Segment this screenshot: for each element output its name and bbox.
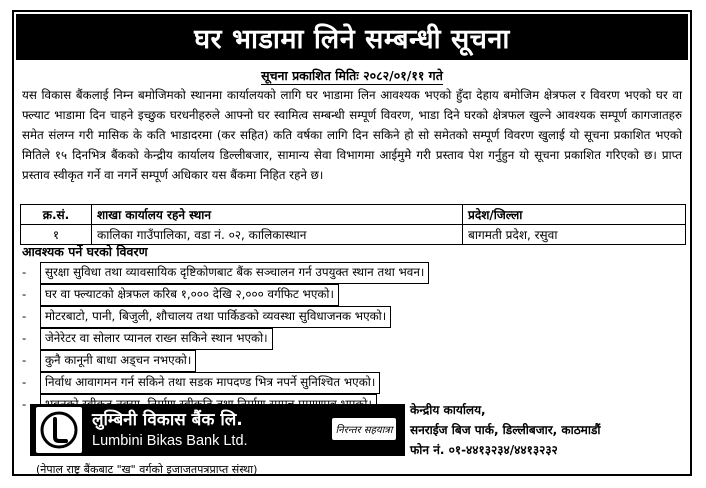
- list-item: -: [22, 394, 429, 416]
- cell-serial: १: [21, 225, 92, 245]
- bank-name-nepali: लुम्बिनी विकास बैंक लि.: [92, 410, 243, 430]
- header-location: शाखा कार्यालय रहने स्थान: [92, 205, 463, 225]
- bank-name-english: Lumbini Bikas Bank Ltd.: [92, 433, 248, 449]
- list-item: - जेनेरेटर वा सोलार प्यानल राख्न सकिने स्थान भएको।: [22, 328, 429, 350]
- list-item: - मोटरबाटो, पानी, बिजुली, शौचालय तथा पार्किङको व्यवस्था सुविधाजनक भएको।: [22, 306, 429, 328]
- notice-frame: [12, 10, 692, 476]
- notice-title: घर भाडामा लिने सम्बन्धी सूचना: [16, 14, 688, 60]
- cell-location: कालिका गाउँपालिका, वडा नं. ०२, कालिकास्थान: [92, 225, 463, 245]
- branch-table: [20, 204, 686, 245]
- license-note: (नेपाल राष्ट्र बैंकबाट "ख" वर्गको इजाजतपत्रप्राप्त संस्था): [36, 463, 258, 476]
- head-office-address: [410, 400, 600, 460]
- cell-province: बागमती प्रदेश, रसुवा: [463, 225, 686, 245]
- header-serial: क्र.सं.: [21, 205, 92, 225]
- requirements-list: [22, 262, 429, 416]
- head-office-line-2: सनराईज बिज पार्क, डिल्लीबजार, काठमाडौं: [410, 423, 601, 437]
- list-item: - कुनै कानूनी बाधा अड्चन नभएको।: [22, 350, 429, 372]
- bank-name: [92, 409, 248, 451]
- bank-tagline: निरन्तर सहयात्रा: [332, 418, 396, 440]
- published-date: सूचना प्रकाशित मितिः २०८२/०१/११ गते: [261, 68, 443, 83]
- list-item: - सुरक्षा सुविधा तथा व्यावसायिक दृष्टिकोणबाट बैंक सञ्चालन गर्न उपयुक्त स्थान तथा भवन।: [22, 262, 429, 284]
- notice-body: यस विकास बैंकलाई निम्न बमोजिमको स्थानमा कार्यालयको लागि घर भाडामा लिन आवश्यक भएको हुँदा देहाय बमोजिम क्षेत्रफल र विवरण भएको घर वा फ्ल्याट भाडामा दिन चाहने इच्छुक घरधनीहरुले आफ्नो घर स्वामित्व सम्बन्धी सम्पूर्ण विवरण, भाडा दिने घरको क्षेत्रफल खुल्ने आवश्यक सम्पूर्ण कागजातहरु समेत संलग्न गरी मासिक के कति भाडादरमा (कर सहित) कति वर्षका लागि दिन सकिने हो सो समेतको सम्पूर्ण विवरण खुलाई यो सूचना प्रकाशित भएको मितिले १५ दिनभित्र बैंकको केन्द्रीय कार्यालय डिल्लीबजार, सामान्य सेवा विभागमा आईमुमेे गरी प्रस्ताव पेश गर्नुहुन यो सूचना प्रकाशित गरिएको छ। प्राप्त प्रस्ताव स्वीकृत गर्ने वा नगर्ने सम्पूर्ण अधिकार यस बैंकमा निहित रहने छ।: [22, 88, 682, 182]
- head-office-phone: फोन नं. ०१-४४१३२३४/४४१३२३२: [410, 443, 558, 457]
- requirements-heading: आवश्यक पर्ने घरको विवरण: [22, 244, 148, 259]
- table-header-row: [21, 205, 686, 225]
- head-office-line-1: केन्द्रीय कार्यालय,: [410, 403, 486, 417]
- header-province: प्रदेश/जिल्ला: [463, 205, 686, 225]
- table-row: [21, 225, 686, 245]
- lumbini-logo-icon: [36, 407, 82, 453]
- list-item: - निर्वाध आवागमन गर्न सकिने तथा सडक मापदण्ड भित्र नपर्ने सुनिश्चित भएको।: [22, 372, 429, 394]
- list-item: - घर वा फ्ल्याटको क्षेत्रफल करिब १,००० देखि २,००० वर्गफिट भएको।: [22, 284, 429, 306]
